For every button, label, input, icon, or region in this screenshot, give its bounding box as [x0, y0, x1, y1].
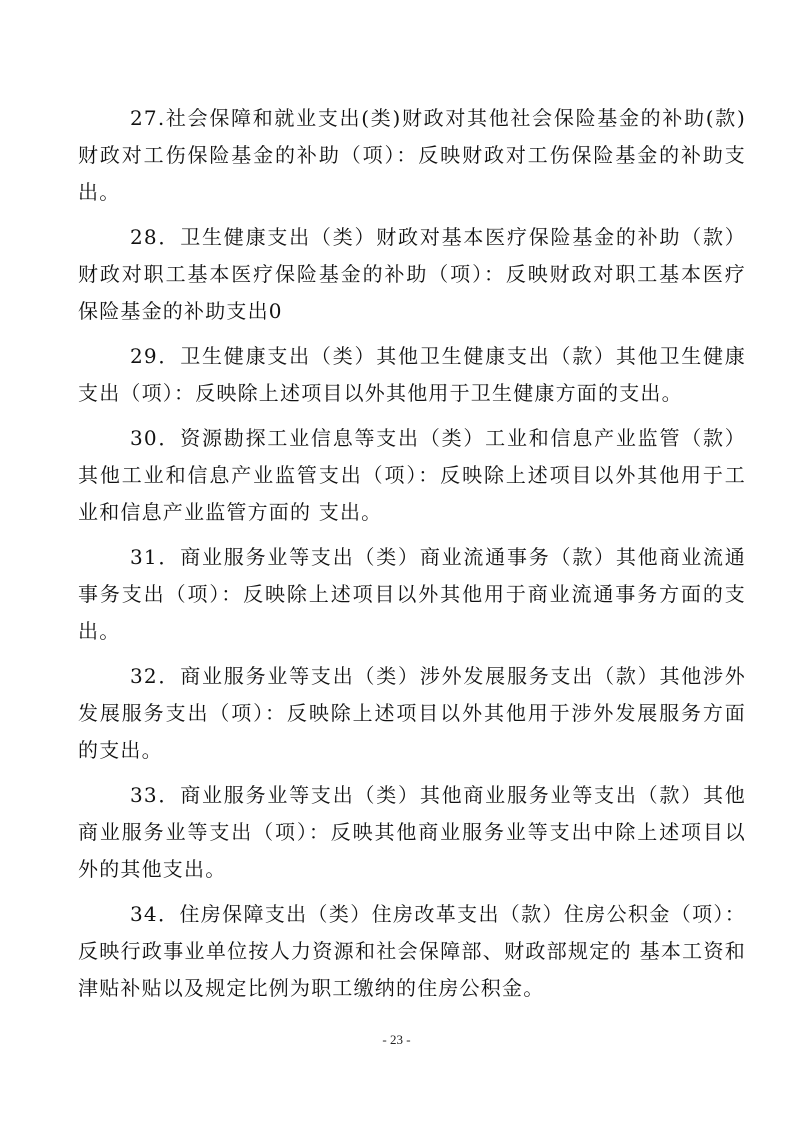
paragraph-33: 33．商业服务业等支出（类）其他商业服务业等支出（款）其他商业服务业等支出（项）：反映其他商业服务业等支出中除上述项目以外的其他支出。 — [78, 783, 746, 881]
paragraph-28: 28．卫生健康支出（类）财政对基本医疗保险基金的补助（款）财政对职工基本医疗保险基金的补助（项）：反映财政对职工基本医疗保险基金的补助支出0 — [78, 225, 746, 323]
paragraph-31: 31．商业服务业等支出（类）商业流通事务（款）其他商业流通事务支出（项）：反映除上述项目以外其他用于商业流通事务方面的支出。 — [78, 545, 746, 643]
paragraph-27: 27.社会保障和就业支出(类)财政对其他社会保险基金的补助(款)财政对工伤保险基金的补助（项）：反映财政对工伤保险基金的补助支出。 — [78, 106, 746, 204]
paragraph-29: 29．卫生健康支出（类）其他卫生健康支出（款）其他卫生健康支出（项）：反映除上述项目以外其他用于卫生健康方面的支出。 — [78, 344, 746, 405]
paragraph-34: 34．住房保障支出（类）住房改革支出（款）住房公积金（项）：反映行政事业单位按人力资源和社会保障部、财政部规定的 基本工资和津贴补贴以及规定比例为职工缴纳的住房公积金。 — [78, 902, 746, 1000]
page-number: - 23 - — [382, 1032, 411, 1047]
document-body — [78, 100, 746, 1015]
paragraph-30: 30．资源勘探工业信息等支出（类）工业和信息产业监管（款）其他工业和信息产业监管支出（项）：反映除上述项目以外其他用于工业和信息产业监管方面的 支出。 — [78, 426, 746, 524]
paragraph-32: 32．商业服务业等支出（类）涉外发展服务支出（款）其他涉外发展服务支出（项）：反映除上述项目以外其他用于涉外发展服务方面的支出。 — [78, 664, 746, 762]
